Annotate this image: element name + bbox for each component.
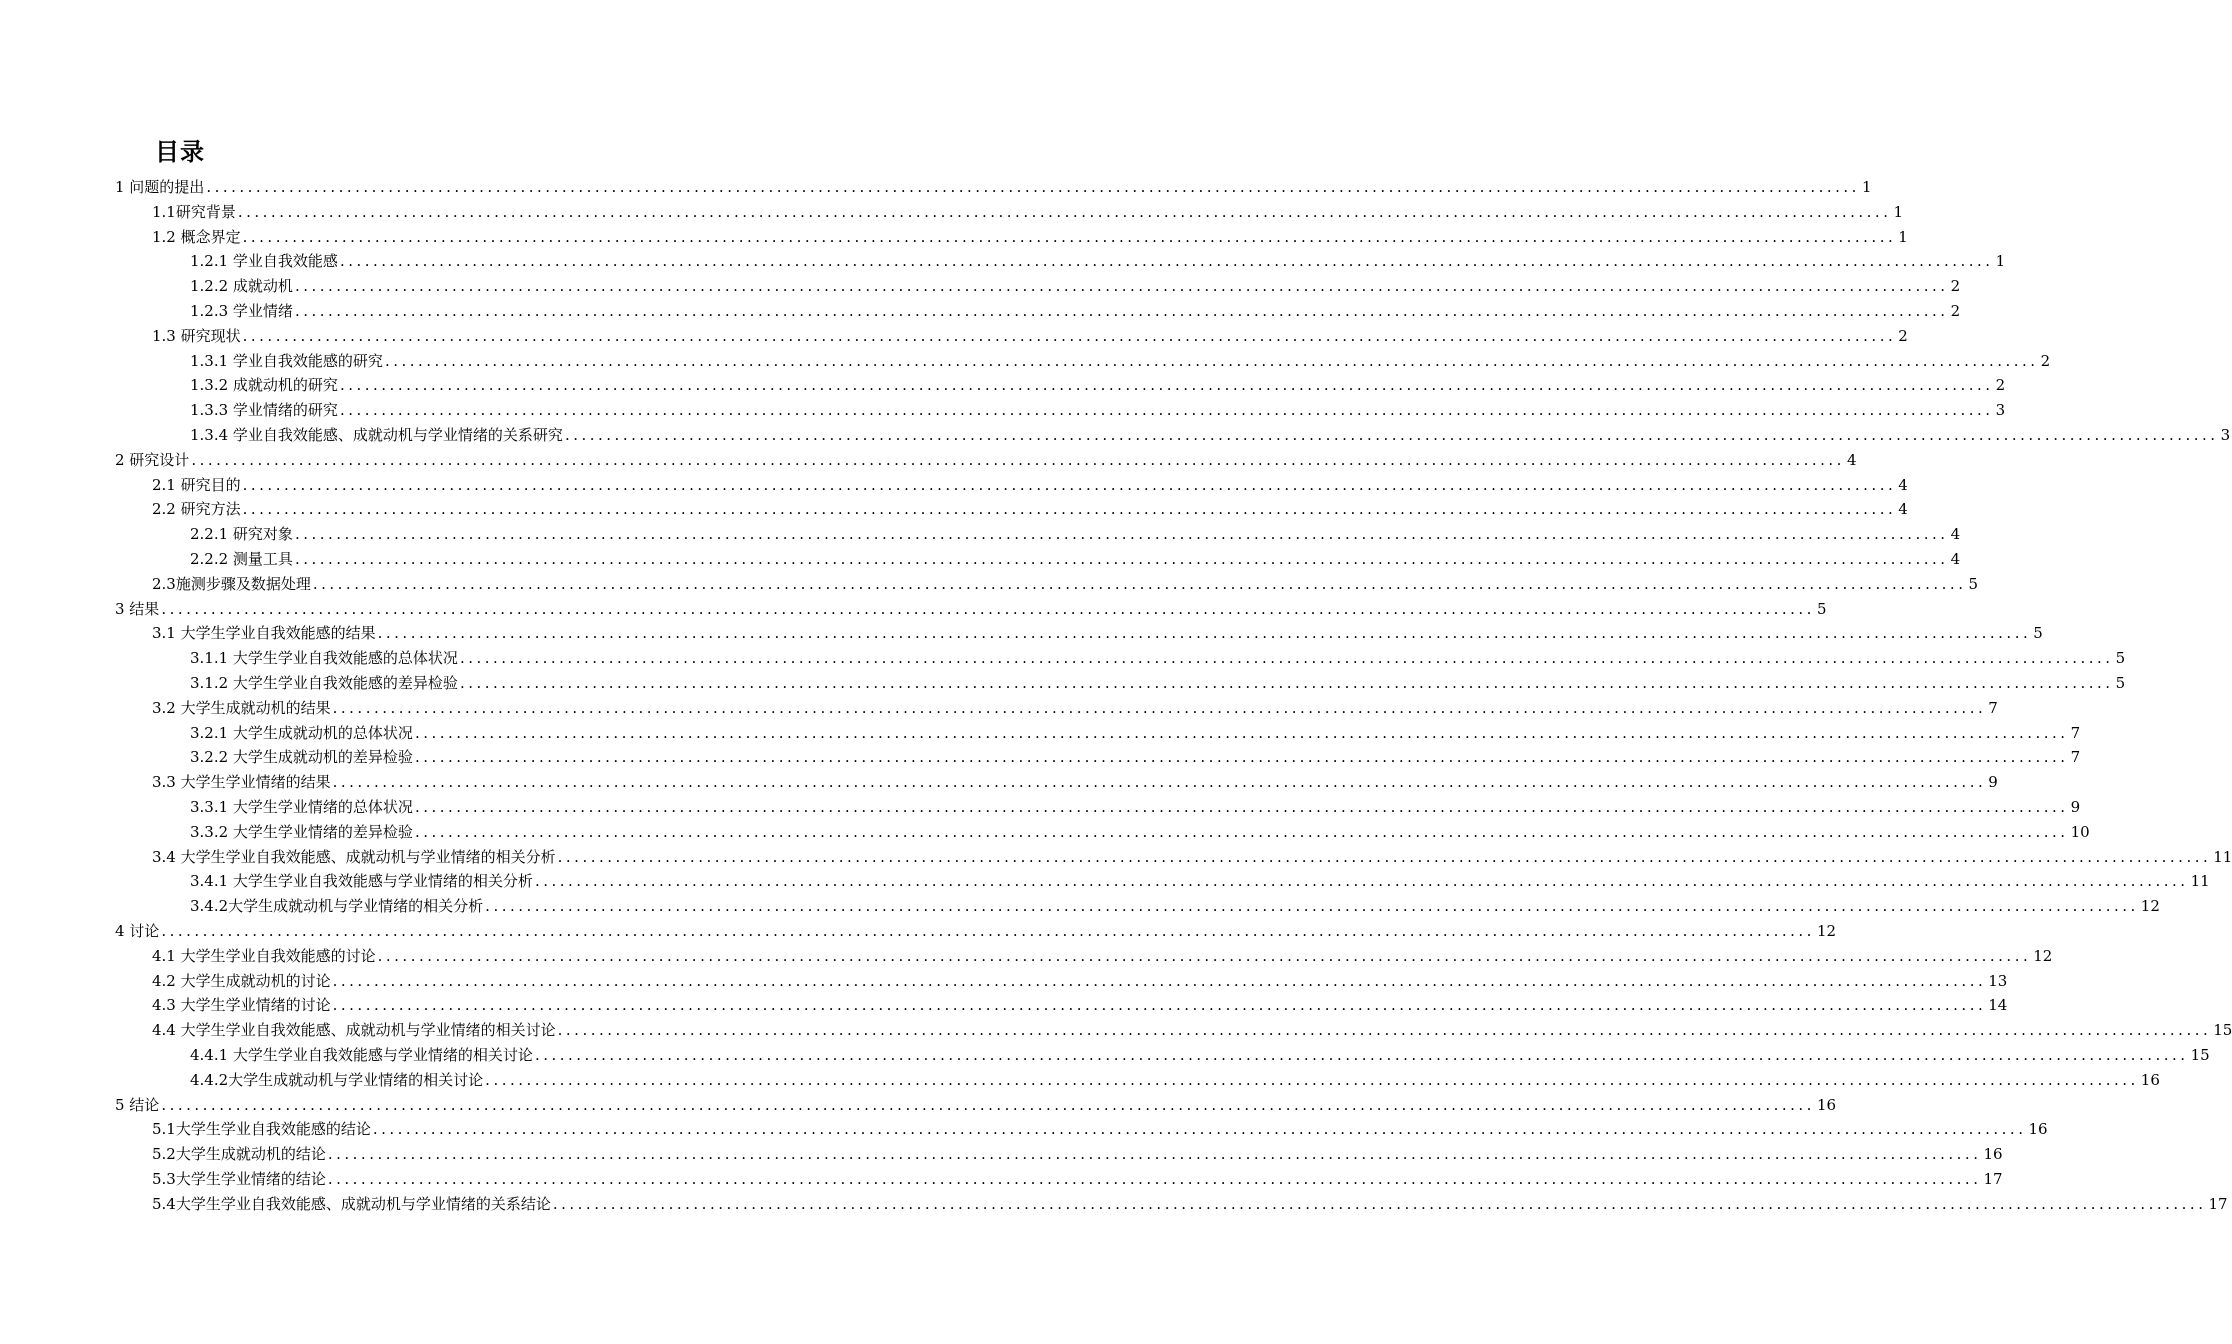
toc-entry[interactable] — [190, 349, 2051, 373]
toc-entry[interactable] — [115, 919, 1837, 943]
toc-page-number: 2 — [1995, 376, 2006, 395]
toc-entry-label: 1.3.3 学业情绪的研究 — [190, 401, 338, 420]
toc-entry-label: 1.2.3 学业情绪 — [190, 302, 293, 320]
toc-entry-label: 4.4 大学生学业自我效能感、成就动机与学业情绪的相关讨论 — [152, 1021, 556, 1040]
toc-entry-label: 4 讨论 — [115, 922, 160, 940]
toc-leader-dots: ........................................................................................................................................................................................................ — [557, 1021, 2212, 1040]
toc-page-number: 16 — [1816, 1095, 1837, 1114]
toc-leader-dots: ........................................................................................................................................................................................................ — [161, 599, 1815, 618]
toc-entry[interactable] — [190, 795, 2081, 819]
toc-entry-label: 1.3 研究现状 — [152, 326, 241, 345]
toc-entry[interactable] — [190, 423, 2231, 447]
toc-entry[interactable] — [152, 1192, 2228, 1216]
toc-page-number: 17 — [2208, 1194, 2228, 1213]
toc-page-number: 5 — [1968, 574, 1979, 593]
toc-entry[interactable] — [152, 969, 2008, 993]
toc-entry-label: 1.3.1 学业自我效能感的研究 — [190, 351, 383, 370]
toc-entry[interactable] — [152, 1167, 2003, 1191]
toc-leader-dots: ........................................................................................................................................................................................................ — [242, 227, 1897, 246]
toc-entry-label: 1.2.1 学业自我效能感 — [190, 252, 338, 271]
toc-leader-dots: ........................................................................................................................................................................................................ — [242, 475, 1897, 494]
toc-entry-label: 4.1 大学生学业自我效能感的讨论 — [152, 946, 376, 965]
toc-page-number: 3 — [1995, 401, 2006, 420]
toc-page-number: 1 — [1898, 227, 1908, 246]
toc-entry[interactable] — [190, 869, 2210, 893]
toc-entry[interactable] — [115, 597, 1827, 621]
toc-entry[interactable] — [190, 820, 2090, 844]
toc-page-number: 4 — [1898, 500, 1908, 519]
toc-entry-label: 1.2.2 成就动机 — [190, 277, 293, 296]
toc-page-number: 2 — [1898, 326, 1908, 345]
toc-leader-dots: ........................................................................................................................................................................................................ — [459, 674, 2114, 692]
toc-page-number: 5 — [2115, 649, 2126, 668]
toc-entry[interactable] — [152, 497, 1908, 521]
toc-entry[interactable] — [152, 696, 1998, 720]
toc-entry[interactable] — [190, 745, 2081, 769]
toc-leader-dots: ........................................................................................................................................................................................................ — [384, 351, 2039, 370]
toc-entry[interactable] — [190, 721, 2081, 745]
toc-page-number: 12 — [1816, 922, 1837, 940]
toc-page-number: 10 — [2070, 822, 2090, 841]
toc-entry-label: 1 问题的提出 — [115, 178, 205, 196]
toc-entry[interactable] — [190, 547, 1961, 571]
toc-entry[interactable] — [152, 845, 2232, 869]
toc-leader-dots: ........................................................................................................................................................................................................ — [327, 1170, 1982, 1188]
toc-leader-dots: ........................................................................................................................................................................................................ — [237, 202, 1892, 221]
toc-entry-label: 5.3大学生学业情绪的结论 — [152, 1170, 326, 1188]
toc-entry-label: 2.1 研究目的 — [152, 475, 241, 494]
toc-entry[interactable] — [115, 448, 1857, 472]
toc-leader-dots: ........................................................................................................................................................................................................ — [414, 798, 2069, 816]
toc-page-number: 1 — [1995, 252, 2006, 271]
toc-entry-label: 1.2 概念界定 — [152, 227, 241, 246]
toc-page-number: 9 — [1988, 773, 1998, 792]
toc-entry[interactable] — [152, 225, 1908, 249]
toc-entry-label: 4.4.1 大学生学业自我效能感与学业情绪的相关讨论 — [190, 1046, 533, 1064]
toc-entry[interactable] — [190, 671, 2126, 695]
toc-entry-label: 2.2.2 测量工具 — [190, 550, 293, 568]
toc-entry[interactable] — [115, 175, 1872, 199]
toc-entry-label: 3.1 大学生学业自我效能感的结果 — [152, 624, 376, 643]
toc-title: 目录 — [155, 138, 205, 166]
toc-entry-label: 3 结果 — [115, 599, 160, 618]
toc-entry[interactable] — [190, 646, 2126, 670]
toc-page-number: 15 — [2190, 1046, 2210, 1064]
toc-leader-dots: ........................................................................................................................................................................................................ — [339, 401, 1994, 420]
toc-entry-label: 3.4.2大学生成就动机与学业情绪的相关分析 — [190, 897, 484, 916]
toc-entry[interactable] — [152, 473, 1908, 497]
toc-page-number: 5 — [2115, 674, 2126, 692]
toc-page-number: 4 — [1950, 550, 1961, 568]
toc-leader-dots: ........................................................................................................................................................................................................ — [294, 302, 1949, 320]
toc-page-number: 7 — [1988, 698, 1998, 717]
toc-leader-dots: ........................................................................................................................................................................................................ — [294, 525, 1949, 544]
toc-leader-dots: ........................................................................................................................................................................................................ — [377, 624, 2032, 643]
toc-entry-label: 1.3.4 学业自我效能感、成就动机与学业情绪的关系研究 — [190, 426, 563, 444]
toc-entry[interactable] — [190, 373, 2006, 397]
toc-page-number: 5 — [1816, 599, 1827, 618]
toc-leader-dots: ........................................................................................................................................................................................................ — [332, 773, 1987, 792]
toc-leader-dots: ........................................................................................................................................................................................................ — [377, 946, 2032, 965]
toc-leader-dots: ........................................................................................................................................................................................................ — [327, 1145, 1982, 1164]
toc-entry-label: 2.2.1 研究对象 — [190, 525, 293, 544]
toc-page-number: 9 — [2070, 798, 2081, 816]
toc-entry[interactable] — [190, 1043, 2210, 1067]
toc-entry-label: 3.1.1 大学生学业自我效能感的总体状况 — [190, 649, 458, 668]
toc-leader-dots: ........................................................................................................................................................................................................ — [372, 1120, 2027, 1139]
toc-entry[interactable] — [190, 299, 1961, 323]
toc-entry[interactable] — [115, 1093, 1837, 1117]
toc-page-number: 7 — [2070, 723, 2081, 742]
toc-entry-label: 3.4 大学生学业自我效能感、成就动机与学业情绪的相关分析 — [152, 847, 556, 866]
toc-page-number: 17 — [1983, 1170, 2003, 1188]
toc-leader-dots: ........................................................................................................................................................................................................ — [564, 426, 2219, 444]
toc-leader-dots: ........................................................................................................................................................................................................ — [191, 450, 1845, 469]
toc-page-number: 7 — [2070, 748, 2081, 767]
toc-leader-dots: ........................................................................................................................................................................................................ — [485, 897, 2139, 916]
toc-entry[interactable] — [152, 324, 1908, 348]
toc-entry-label: 2.2 研究方法 — [152, 500, 241, 519]
toc-entry-label: 3.4.1 大学生学业自我效能感与学业情绪的相关分析 — [190, 872, 533, 891]
toc-leader-dots: ........................................................................................................................................................................................................ — [332, 698, 1987, 717]
toc-leader-dots: ........................................................................................................................................................................................................ — [294, 277, 1949, 296]
toc-leader-dots: ........................................................................................................................................................................................................ — [206, 178, 1860, 196]
toc-entry[interactable] — [152, 944, 2053, 968]
toc-page-number: 4 — [1846, 450, 1857, 469]
toc-page-number: 12 — [2033, 946, 2053, 965]
toc-leader-dots: ........................................................................................................................................................................................................ — [294, 550, 1949, 568]
toc-leader-dots: ........................................................................................................................................................................................................ — [339, 252, 1994, 271]
toc-entry[interactable] — [152, 1142, 2003, 1166]
toc-leader-dots: ........................................................................................................................................................................................................ — [534, 1046, 2189, 1064]
toc-page-number: 4 — [1950, 525, 1961, 544]
toc-leader-dots: ........................................................................................................................................................................................................ — [242, 500, 1897, 519]
toc-page-number: 16 — [2028, 1120, 2048, 1139]
toc-leader-dots: ........................................................................................................................................................................................................ — [312, 574, 1967, 593]
toc-entry-label: 2.3施测步骤及数据处理 — [152, 574, 311, 593]
toc-entry-label: 3.2.1 大学生成就动机的总体状况 — [190, 723, 413, 742]
toc-leader-dots: ........................................................................................................................................................................................................ — [557, 847, 2212, 866]
toc-leader-dots: ........................................................................................................................................................................................................ — [332, 996, 1987, 1015]
toc-entry[interactable] — [152, 572, 1979, 596]
toc-entry-label: 5.4大学生学业自我效能感、成就动机与学业情绪的关系结论 — [152, 1194, 551, 1213]
toc-page-number: 12 — [2140, 897, 2160, 916]
toc-page-number: 16 — [1983, 1145, 2003, 1164]
toc-page-number: 5 — [2033, 624, 2043, 643]
toc-entry-label: 1.3.2 成就动机的研究 — [190, 376, 338, 395]
toc-leader-dots: ........................................................................................................................................................................................................ — [161, 922, 1815, 940]
toc-leader-dots: ........................................................................................................................................................................................................ — [414, 748, 2069, 767]
toc-entry[interactable] — [190, 894, 2160, 918]
toc-page-number: 15 — [2213, 1021, 2232, 1040]
toc-entry[interactable] — [190, 274, 1961, 298]
toc-entry-label: 3.3.1 大学生学业情绪的总体状况 — [190, 798, 413, 816]
toc-entry[interactable] — [152, 621, 2043, 645]
toc-page-number: 1 — [1893, 202, 1904, 221]
toc-entry-label: 2 研究设计 — [115, 450, 190, 469]
toc-page-number: 3 — [2220, 426, 2231, 444]
toc-leader-dots: ........................................................................................................................................................................................................ — [161, 1095, 1815, 1114]
toc-page-number: 1 — [1861, 178, 1872, 196]
toc-leader-dots: ........................................................................................................................................................................................................ — [414, 822, 2069, 841]
toc-leader-dots: ........................................................................................................................................................................................................ — [414, 723, 2069, 742]
toc-entry-label: 1.1研究背景 — [152, 202, 236, 221]
toc-page-number: 2 — [2040, 351, 2051, 370]
toc-entry[interactable] — [190, 398, 2006, 422]
toc-page-number: 11 — [2190, 872, 2210, 891]
toc-leader-dots: ........................................................................................................................................................................................................ — [242, 326, 1897, 345]
toc-leader-dots: ........................................................................................................................................................................................................ — [552, 1194, 2207, 1213]
toc-entry-label: 4.3 大学生学业情绪的讨论 — [152, 996, 331, 1015]
toc-entry-label: 4.2 大学生成就动机的讨论 — [152, 971, 331, 990]
toc-leader-dots: ........................................................................................................................................................................................................ — [332, 971, 1987, 990]
toc-entry[interactable] — [190, 1068, 2160, 1092]
toc-entry-label: 5 结论 — [115, 1095, 160, 1114]
toc-entry-label: 3.2 大学生成就动机的结果 — [152, 698, 331, 717]
toc-page-number: 4 — [1898, 475, 1908, 494]
toc-entry-label: 4.4.2大学生成就动机与学业情绪的相关讨论 — [190, 1070, 484, 1089]
toc-entry[interactable] — [190, 249, 2006, 273]
toc-entry[interactable] — [152, 200, 1904, 224]
toc-entry[interactable] — [152, 770, 1998, 794]
toc-entry-label: 5.2大学生成就动机的结论 — [152, 1145, 326, 1164]
toc-entry-label: 3.3.2 大学生学业情绪的差异检验 — [190, 822, 413, 841]
toc-page-number: 2 — [1950, 302, 1961, 320]
toc-entry-label: 3.1.2 大学生学业自我效能感的差异检验 — [190, 674, 458, 692]
toc-leader-dots: ........................................................................................................................................................................................................ — [485, 1070, 2139, 1089]
toc-entry[interactable] — [152, 1117, 2048, 1141]
toc-leader-dots: ........................................................................................................................................................................................................ — [459, 649, 2114, 668]
toc-entry[interactable] — [190, 522, 1961, 546]
toc-page-number: 16 — [2140, 1070, 2160, 1089]
toc-entry-label: 3.3 大学生学业情绪的结果 — [152, 773, 331, 792]
toc-entry-label: 3.2.2 大学生成就动机的差异检验 — [190, 748, 413, 767]
toc-page-number: 11 — [2213, 847, 2232, 866]
toc-entry-label: 5.1大学生学业自我效能感的结论 — [152, 1120, 371, 1139]
toc-page-number: 13 — [1988, 971, 2008, 990]
toc-entry[interactable] — [152, 993, 2008, 1017]
toc-page-number: 14 — [1988, 996, 2008, 1015]
toc-page-number: 2 — [1950, 277, 1961, 296]
toc-leader-dots: ........................................................................................................................................................................................................ — [534, 872, 2189, 891]
toc-entry[interactable] — [152, 1018, 2232, 1042]
toc-leader-dots: ........................................................................................................................................................................................................ — [339, 376, 1994, 395]
